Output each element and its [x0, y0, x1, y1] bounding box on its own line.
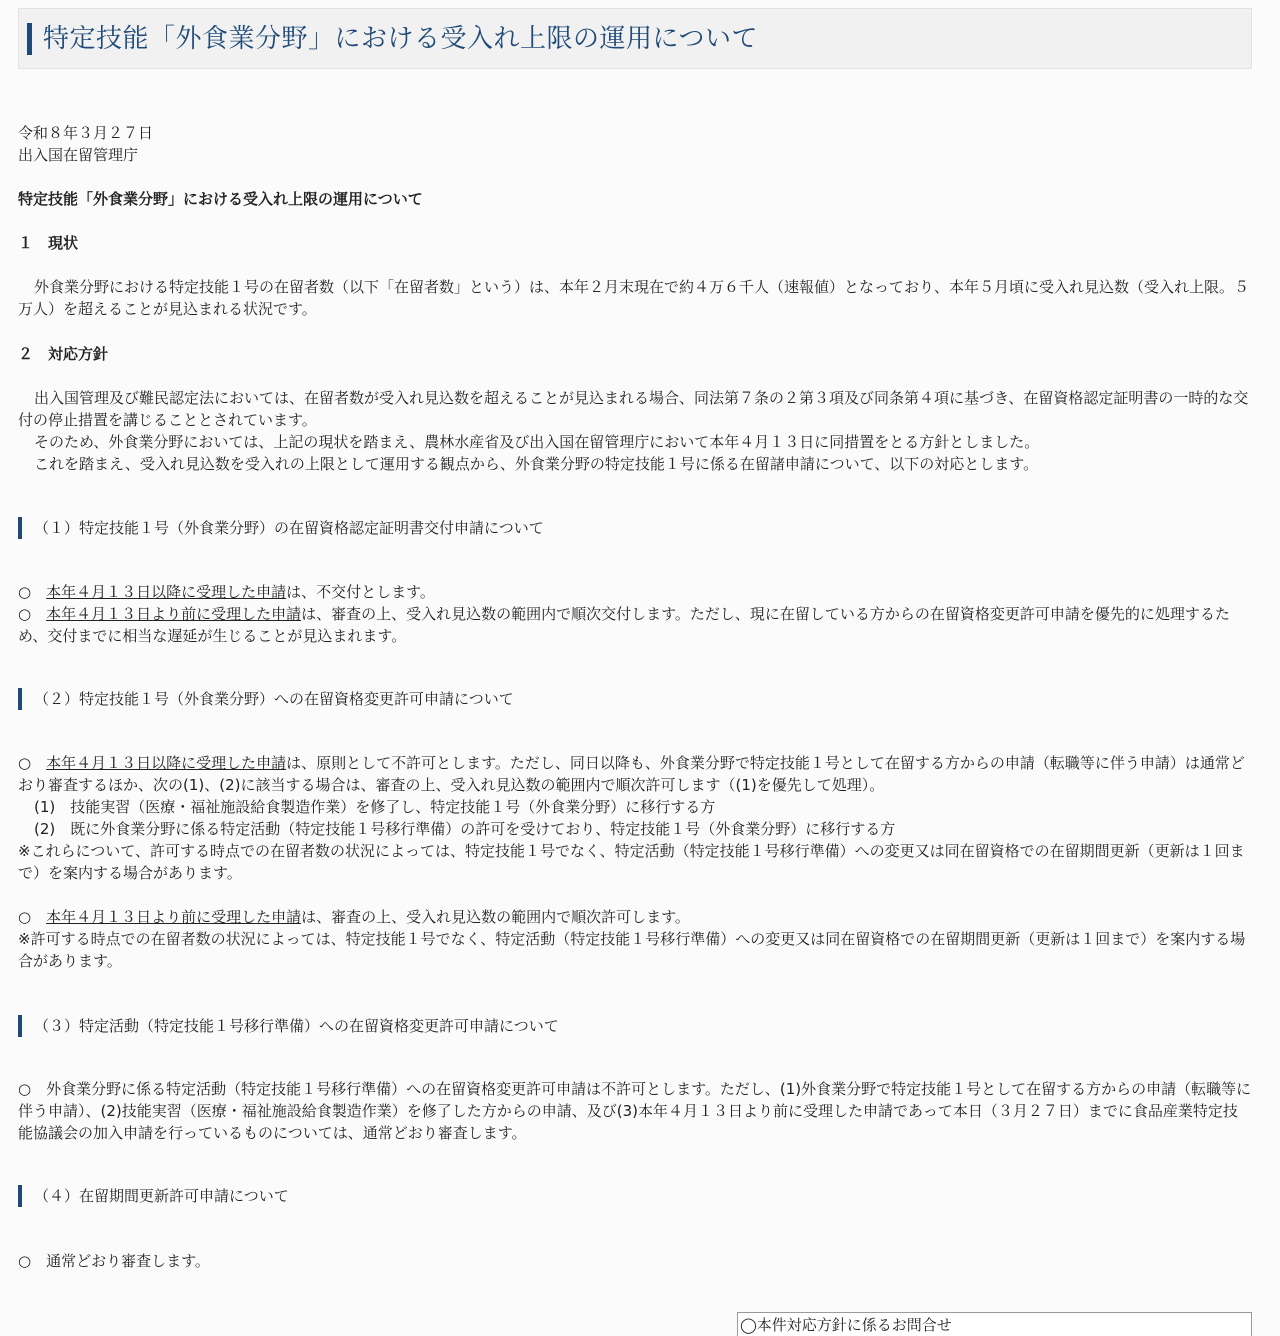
- sub3-heading-text: （３）特定活動（特定技能１号移行準備）への在留資格変更許可申請について: [34, 1017, 559, 1035]
- sub2-note-2: ※許可する時点での在留者数の状況によっては、特定技能１号でなく、特定活動（特定技能１号移行準備）への変更又は同在留資格での在留期間更新（更新は１回まで）を案内する場合があります。: [18, 930, 1246, 970]
- contact-box: [737, 1312, 1252, 1336]
- section1-heading: １ 現状: [18, 234, 79, 252]
- title-accent-bar: [27, 23, 32, 55]
- underlined-phrase: 本年４月１３日より前に受理した申請: [46, 605, 302, 623]
- underlined-phrase: 本年４月１３日より前に受理した申請: [46, 908, 302, 926]
- bullet: ○: [18, 605, 47, 623]
- heading-accent-bar: [18, 1185, 22, 1207]
- sub2-case-2: (2) 既に外食業分野に係る特定活動（特定技能１号移行準備）の許可を受けており、特定技能１号（外食業分野）に移行する方: [34, 820, 896, 838]
- item-text: は、不交付とします。: [286, 583, 435, 601]
- sub2-note-1: ※これらについて、許可する時点での在留者数の状況によっては、特定技能１号でなく、特定活動（特定技能１号移行準備）への変更又は同在留資格での在留期間更新（更新は１回まで）を案内する場合があります。: [18, 842, 1245, 882]
- page-title: 特定技能「外食業分野」における受入れ上限の運用について: [43, 24, 758, 54]
- heading-accent-bar: [18, 1015, 22, 1037]
- section1-paragraph: 外食業分野における特定技能１号の在留者数（以下「在留者数」という）は、本年２月末現在で約４万６千人（速報値）となっており、本年５月頃に受入れ見込数（受入れ上限。５万人）を超えることが見込まれる状況です。: [18, 278, 1250, 318]
- section2-paragraph-2: そのため、外食業分野においては、上記の現状を踏まえ、農林水産省及び出入国在留管理庁において本年４月１３日に同措置をとる方針としました。: [34, 433, 1040, 451]
- sub1-item-1: [18, 581, 1252, 603]
- underlined-phrase: 本年４月１３日以降に受理した申請: [46, 754, 287, 772]
- sub2-item-2: [18, 906, 1252, 928]
- section2-heading: ２ 対応方針: [18, 345, 109, 363]
- document: [18, 8, 1252, 1270]
- underlined-phrase: 本年４月１３日以降に受理した申請: [46, 583, 287, 601]
- sub3-paragraph: ○ 外食業分野に係る特定活動（特定技能１号移行準備）への在留資格変更許可申請は不許可とします。ただし、(1)外食業分野で特定技能１号として在留する方からの申請（転職等に伴う申請）、(2)技能実習（医療・福祉施設給食製造作業）を修了した方からの申請、及び(3)本年４月１３日より前に受理した申請であって本日（３月２７日）までに食品産業特定技能協議会の加入申請を行っているものについては、通常どおり審査します。: [18, 1080, 1252, 1142]
- sub2-case-1: (1) 技能実習（医療・福祉施設給食製造作業）を修了し、特定技能１号（外食業分野）に移行する方: [34, 798, 716, 816]
- item-text: は、審査の上、受入れ見込数の範囲内で順次交付します。ただし、現に在留している方からの在留資格変更許可申請を優先的に処理するため、交付までに相当な遅延が生じることが見込まれます。: [18, 605, 1230, 645]
- sub4-heading-text: （４）在留期間更新許可申請について: [34, 1187, 289, 1205]
- date: 令和８年３月２７日: [18, 124, 154, 142]
- page-title-box: [18, 8, 1252, 69]
- doc-title: 特定技能「外食業分野」における受入れ上限の運用について: [18, 190, 423, 208]
- section2-paragraph-1: 出入国管理及び難民認定法においては、在留者数が受入れ見込数を超えることが見込まれる場合、同法第７条の２第３項及び同条第４項に基づき、在留資格認定証明書の一時的な交付の停止措置を講じることとされています。: [18, 389, 1249, 429]
- heading-accent-bar: [18, 517, 22, 539]
- bullet: ○: [18, 754, 47, 772]
- sub4-paragraph: ○ 通常どおり審査します。: [18, 1252, 210, 1270]
- item-text: は、審査の上、受入れ見込数の範囲内で順次許可します。: [301, 908, 690, 926]
- item-text: は、原則として不許可とします。ただし、同日以降も、外食業分野で特定技能１号として在留する方からの申請（転職等に伴う申請）は通常どおり審査するほか、次の(1)、(2)に該当する場合は、審査の上、受入れ見込数の範囲内で順次許可します（(1)を優先して処理）。: [18, 754, 1245, 794]
- bullet: ○: [18, 908, 47, 926]
- sub1-item-2: [18, 603, 1252, 647]
- bullet: ○: [18, 583, 47, 601]
- contact-heading: ◯本件対応方針に係るお問合せ: [740, 1316, 952, 1334]
- sub1-heading-text: （１）特定技能１号（外食業分野）の在留資格認定証明書交付申請について: [34, 519, 544, 537]
- agency: 出入国在留管理庁: [18, 146, 139, 164]
- sub2-heading-text: （２）特定技能１号（外食業分野）への在留資格変更許可申請について: [34, 690, 514, 708]
- sub2-item-1: [18, 752, 1252, 796]
- section2-paragraph-3: これを踏まえ、受入れ見込数を受入れの上限として運用する観点から、外食業分野の特定技能１号に係る在留諸申請について、以下の対応とします。: [34, 455, 1039, 473]
- heading-accent-bar: [18, 688, 22, 710]
